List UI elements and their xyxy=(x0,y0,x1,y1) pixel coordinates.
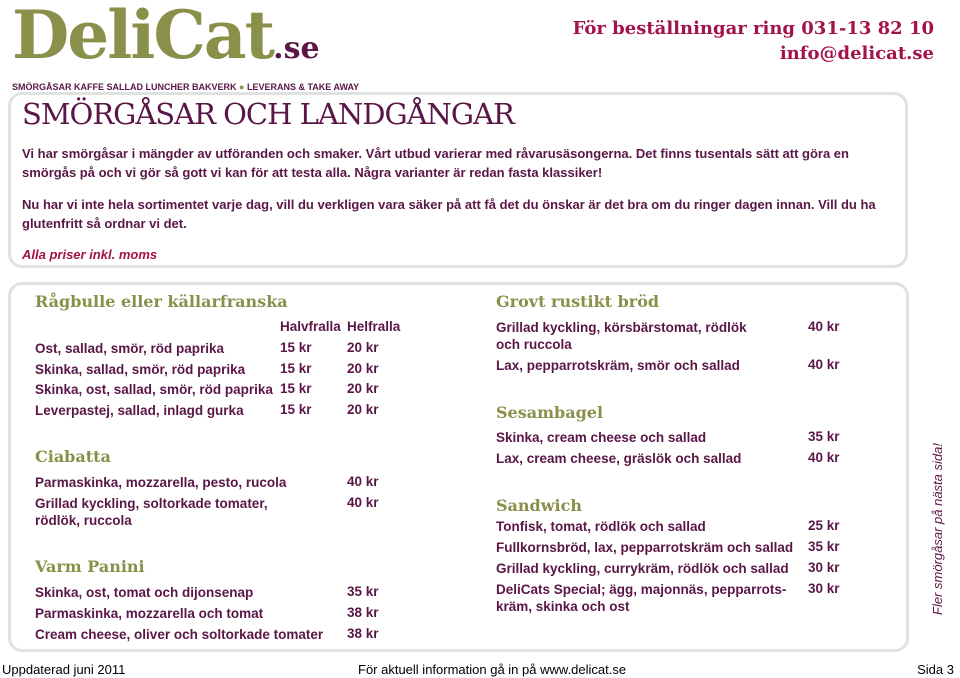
menu-item-line: DeliCats Special; ägg, majonnäs, pepparrots- xyxy=(496,582,787,597)
menu-item: Lax, pepparrotskräm, smör och sallad xyxy=(496,358,740,373)
price-full: 20 kr xyxy=(347,381,379,396)
logo-wordmark: DeliCat.se xyxy=(12,0,320,74)
footer-info: För aktuell information gå in på www.delicat.se xyxy=(358,662,627,677)
menu-item-line: Grillad kyckling, soltorkade tomater, xyxy=(35,496,268,511)
price: 40 kr xyxy=(347,474,379,489)
email-link[interactable]: info@delicat.se xyxy=(779,43,934,64)
footer-updated: Uppdaterad juni 2011 xyxy=(2,662,126,677)
menu-item: Skinka, ost, sallad, smör, röd paprika xyxy=(35,382,273,397)
menu-item: Parmaskinka, mozzarella och tomat xyxy=(35,606,264,621)
price-half: 15 kr xyxy=(280,402,312,417)
menu-item: Skinka, sallad, smör, röd paprika xyxy=(35,362,246,377)
menu-item xyxy=(496,319,747,353)
phone-line: För beställningar ring 031-13 82 10 xyxy=(572,18,934,39)
prices-note: Alla priser inkl. moms xyxy=(22,247,158,262)
menu-item: Grillad kyckling, currykräm, rödlök och sallad xyxy=(496,561,789,576)
menu-item: Ost, sallad, smör, röd paprika xyxy=(35,341,225,356)
menu-item: Lax, cream cheese, gräslök och sallad xyxy=(496,451,742,466)
price: 25 kr xyxy=(808,518,840,533)
contact-info xyxy=(573,16,934,66)
price: 30 kr xyxy=(808,560,840,575)
price-half: 15 kr xyxy=(280,340,312,355)
intro-paragraph-2: Nu har vi inte hela sortimentet varje dag, vill du verkligen vara säker på att få det du önskar är det bra om du ringer dagen innan. Vill du ha glutenfritt så ordnar vi det. xyxy=(22,197,876,231)
section-title-panini: Varm Panini xyxy=(35,557,145,576)
menu-item-line: rödlök, ruccola xyxy=(35,513,132,528)
menu-item xyxy=(35,495,268,529)
price-full: 20 kr xyxy=(347,361,379,376)
column-header-helfralla: Helfralla xyxy=(347,319,401,334)
section-title-ciabatta: Ciabatta xyxy=(35,447,111,466)
section-title-ragbulle: Rågbulle eller källarfranska xyxy=(35,292,288,311)
logo-tagline: SMÖRGÅSAR KAFFE SALLAD LUNCHER BAKVERK ● LEVERANS & TAKE AWAY xyxy=(12,82,360,92)
menu-item: Parmaskinka, mozzarella, pesto, rucola xyxy=(35,475,287,490)
menu-item: Skinka, ost, tomat och dijonsenap xyxy=(35,585,254,600)
menu-item-line: och ruccola xyxy=(496,337,572,352)
section-title-sesambagel: Sesambagel xyxy=(496,403,604,422)
price: 38 kr xyxy=(347,626,379,641)
price: 40 kr xyxy=(808,357,840,372)
price-half: 15 kr xyxy=(280,361,312,376)
price: 40 kr xyxy=(347,495,379,510)
price-full: 20 kr xyxy=(347,340,379,355)
page-title: SMÖRGÅSAR OCH LANDGÅNGAR xyxy=(22,97,514,131)
price: 30 kr xyxy=(808,581,840,596)
menu-item xyxy=(496,581,786,615)
delicat-logo xyxy=(12,0,359,92)
price: 35 kr xyxy=(808,429,840,444)
price: 40 kr xyxy=(808,450,840,465)
section-title-sandwich: Sandwich xyxy=(496,496,582,515)
menu-item-line: kräm, skinka och ost xyxy=(496,599,630,614)
column-header-halvfralla: Halvfralla xyxy=(280,319,341,334)
menu-item-line: Grillad kyckling, körsbärstomat, rödlök xyxy=(496,320,747,335)
menu-item: Leverpastej, sallad, inlagd gurka xyxy=(35,403,244,418)
intro-paragraph-1: Vi har smörgåsar i mängder av utföranden och smaker. Vårt utbud varierar med råvarusäsongerna. Det finns tusentals sätt att göra en smörgås på och vi gör så gott vi kan för att testa alla. Några varianter är redan fasta klassiker! xyxy=(22,146,849,180)
price-half: 15 kr xyxy=(280,381,312,396)
menu-item: Fullkornsbröd, lax, pepparrotskräm och sallad xyxy=(496,540,794,555)
price-full: 20 kr xyxy=(347,402,379,417)
page-number: Sida 3 xyxy=(917,662,954,677)
menu-item: Skinka, cream cheese och sallad xyxy=(496,430,707,445)
price: 38 kr xyxy=(347,605,379,620)
price: 35 kr xyxy=(347,584,379,599)
menu-item: Tonfisk, tomat, rödlök och sallad xyxy=(496,519,706,534)
price: 35 kr xyxy=(808,539,840,554)
section-title-grovt: Grovt rustikt bröd xyxy=(496,292,660,311)
price: 40 kr xyxy=(808,319,840,334)
menu-item: Cream cheese, oliver och soltorkade tomater xyxy=(35,627,324,642)
next-page-note: Fler smörgåsar på nästa sida! xyxy=(930,443,945,615)
